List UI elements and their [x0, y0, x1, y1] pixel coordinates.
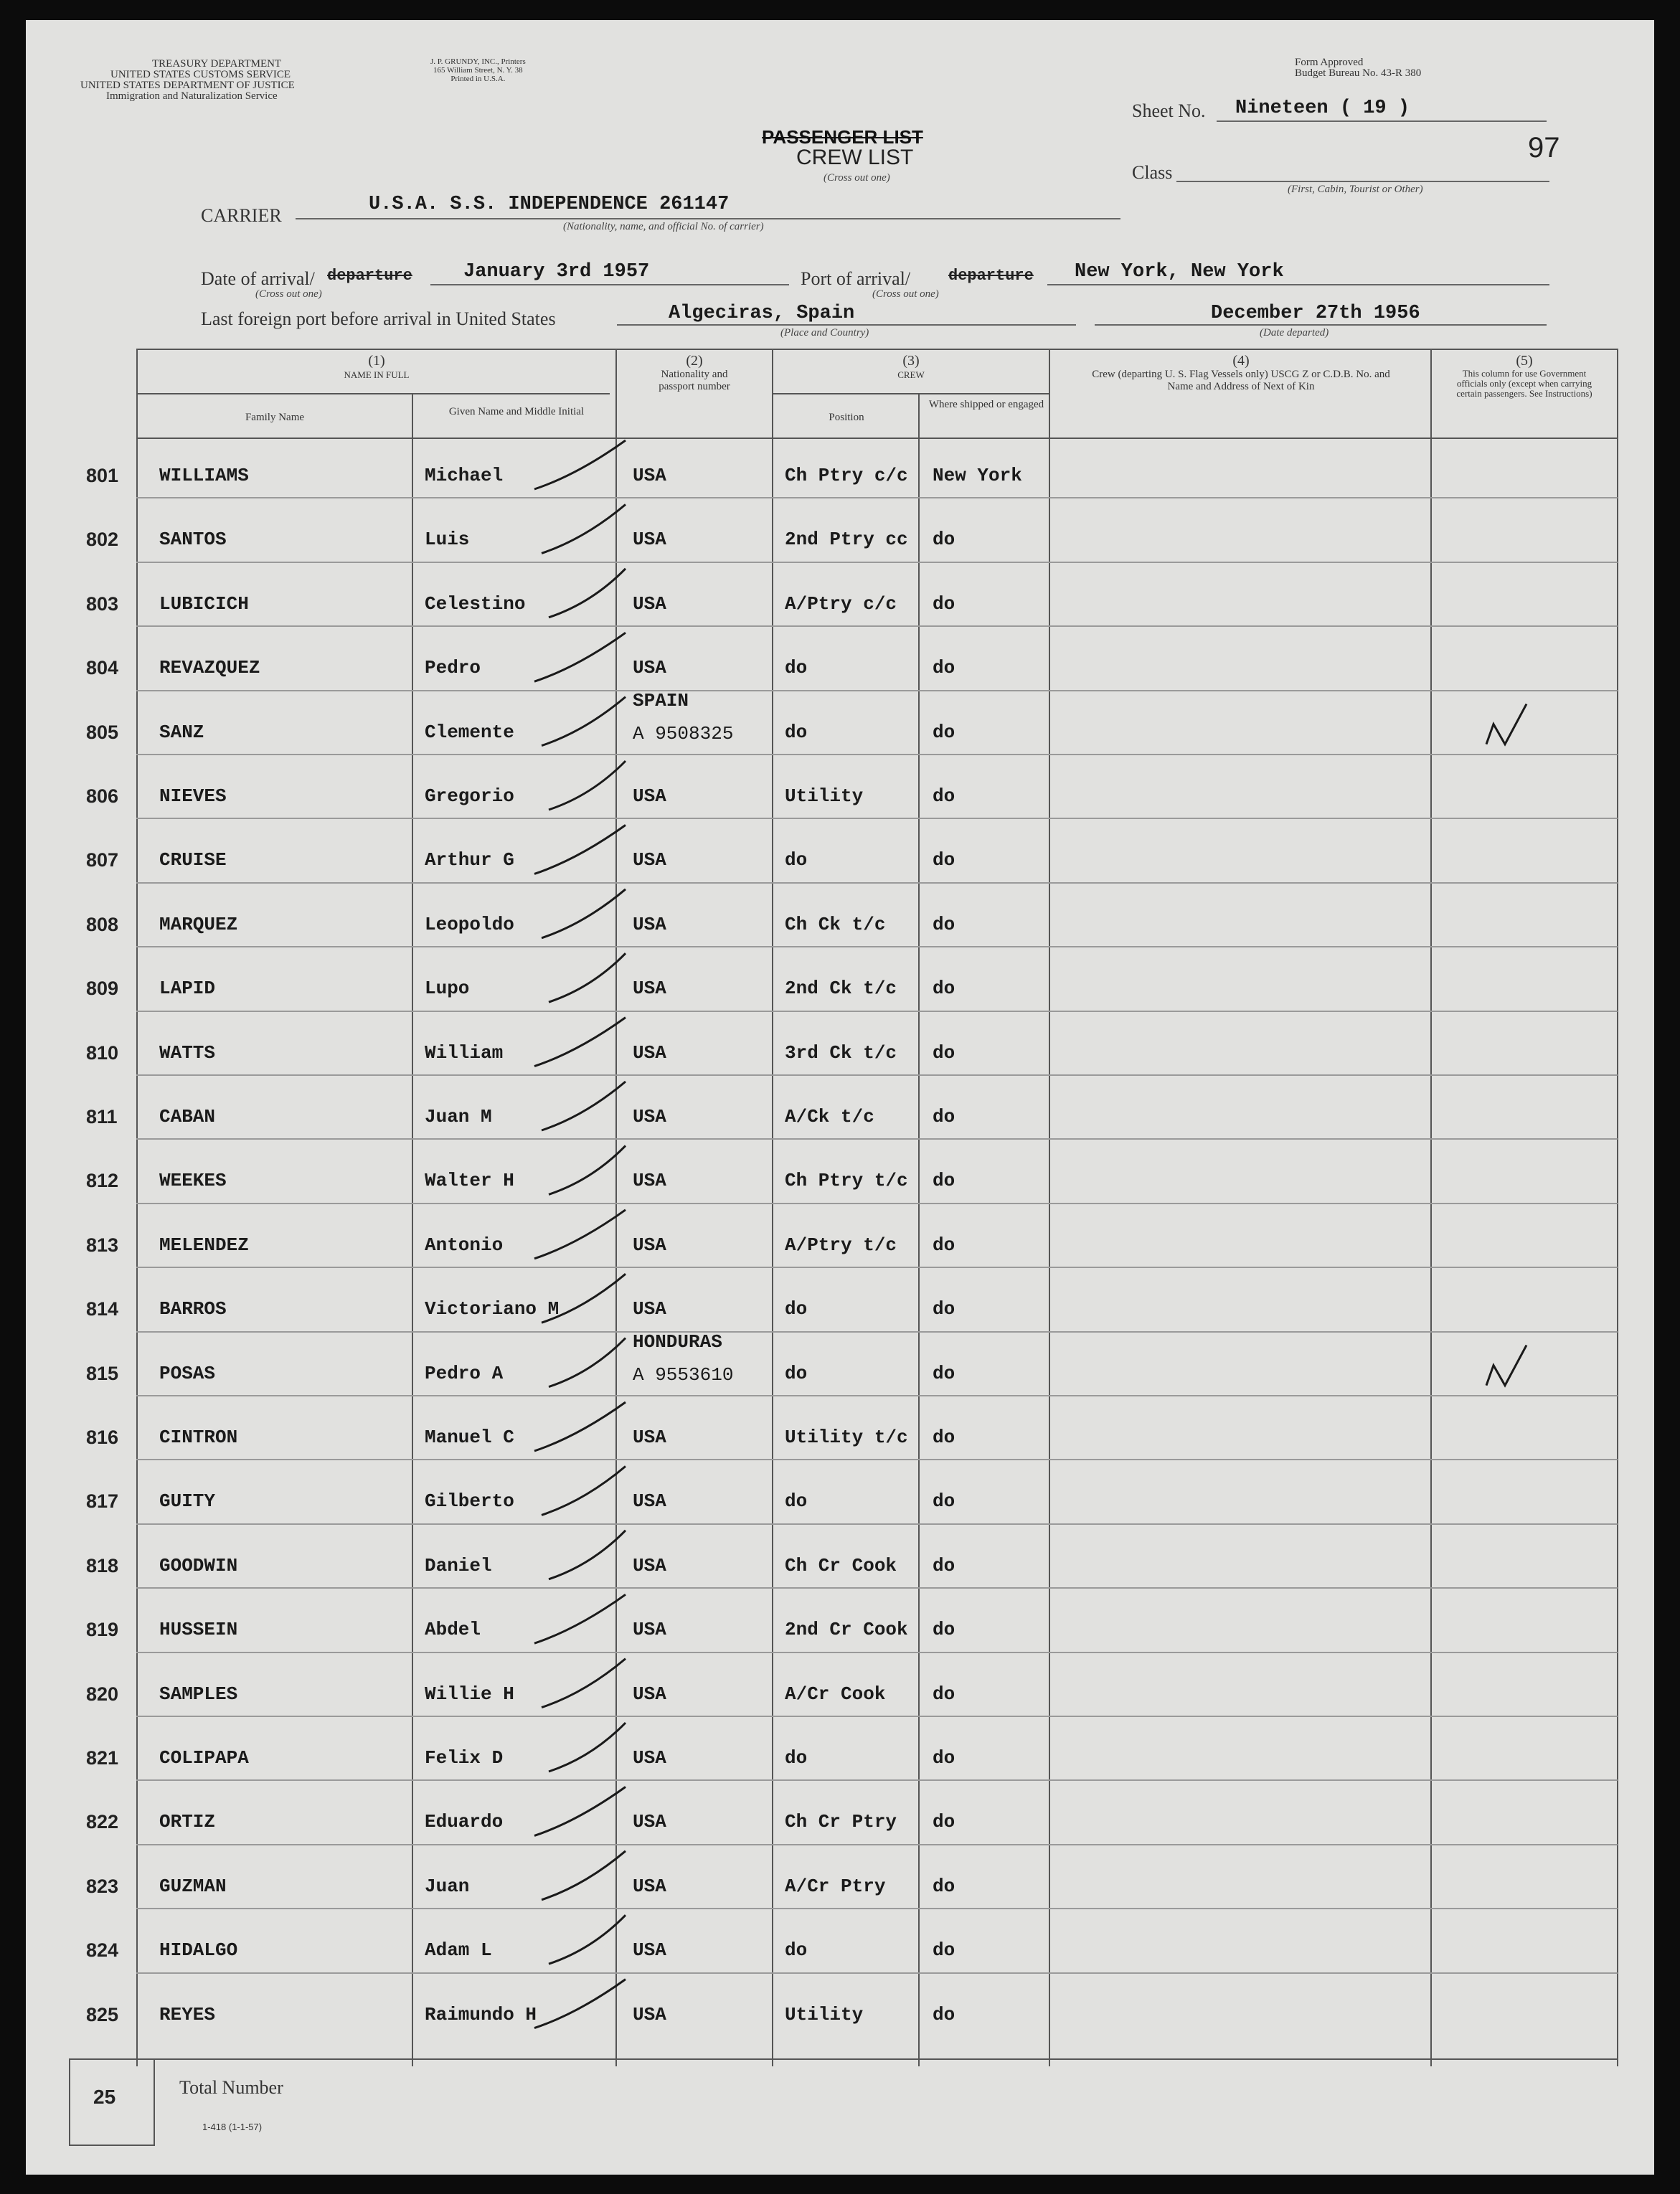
nationality: USA [633, 2003, 666, 2025]
row-number: 817 [86, 1490, 119, 1513]
check-stroke [542, 1851, 626, 1900]
passport-number: A 9508325 [633, 722, 734, 744]
class-label: Class [1132, 162, 1173, 183]
given-name: Michael [425, 465, 504, 486]
position: Ch Cr Cook [785, 1554, 897, 1576]
where-shipped: do [933, 529, 955, 551]
where-shipped: do [933, 1747, 955, 1769]
row-number: 807 [86, 849, 119, 871]
check-stroke [549, 569, 626, 618]
page-number: 97 [1528, 132, 1560, 164]
position: Utility [785, 785, 864, 807]
nationality: USA [633, 657, 666, 679]
check-stroke [549, 761, 626, 810]
row-number: 823 [86, 1875, 119, 1897]
row-number: 804 [86, 657, 119, 679]
where-shipped: do [933, 1683, 955, 1705]
last-port-label: Last foreign port before arrival in United States [201, 308, 556, 329]
table-bottom-rule [69, 2058, 1618, 2060]
budget-bureau-text: Budget Bureau No. 43-R 380 [1295, 67, 1422, 79]
sheet-value: Nineteen ( 19 ) [1235, 98, 1410, 119]
nationality: USA [633, 849, 666, 871]
port-crossed: departure [948, 267, 1034, 285]
position: Utility [785, 2003, 864, 2025]
where-shipped: do [933, 1362, 955, 1384]
check-stroke [549, 1338, 626, 1387]
col1-number: (1) [368, 353, 385, 369]
check-stroke [542, 889, 626, 938]
given-name: Victoriano M [425, 1298, 560, 1320]
check-stroke [534, 633, 626, 681]
family-name: GUITY [159, 1490, 216, 1513]
row-number: 810 [86, 1041, 119, 1064]
agency-line: Immigration and Naturalization Service [106, 90, 278, 102]
where-shipped: do [933, 1041, 955, 1064]
given-name: Gregorio [425, 785, 514, 807]
agency-line: UNITED STATES CUSTOMS SERVICE [110, 69, 291, 80]
title-caption: (Cross out one) [824, 172, 890, 184]
nationality: USA [633, 1875, 666, 1897]
row-number: 812 [86, 1170, 119, 1192]
nationality: USA [633, 1170, 666, 1192]
where-shipped: New York [933, 465, 1022, 486]
position-header: Position [829, 412, 864, 423]
nationality: USA [633, 1234, 666, 1256]
nationality: USA [633, 1619, 666, 1641]
given-name: Lupo [425, 978, 470, 1000]
family-name: HIDALGO [159, 1939, 238, 1962]
family-name: MARQUEZ [159, 913, 238, 935]
family-name: GOODWIN [159, 1554, 238, 1576]
position: Ch Ptry t/c [785, 1170, 908, 1192]
agency-line: UNITED STATES DEPARTMENT OF JUSTICE [80, 80, 295, 91]
position: Ch Ck t/c [785, 913, 886, 935]
given-name: Juan M [425, 1106, 492, 1127]
last-port-caption: (Place and Country) [780, 327, 869, 339]
sheet-label: Sheet No. [1132, 100, 1206, 121]
given-name: William [425, 1041, 504, 1064]
position: A/Cr Cook [785, 1683, 886, 1705]
given-name: Raimundo H [425, 2003, 537, 2025]
official-mark [1486, 1346, 1526, 1386]
position: A/Cr Ptry [785, 1875, 886, 1897]
family-name: WEEKES [159, 1170, 227, 1192]
nationality: HONDURAS [633, 1330, 722, 1353]
nationality: USA [633, 785, 666, 807]
check-stroke [534, 1594, 626, 1643]
position: A/Ck t/c [785, 1106, 874, 1127]
where-shipped: do [933, 913, 955, 935]
given-name: Luis [425, 529, 470, 551]
nationality: USA [633, 1490, 666, 1513]
col5-title: This column for use Government officials only (except when carrying certain passengers. See Instructions) [1456, 368, 1592, 399]
row-number: 822 [86, 1811, 119, 1833]
row-number: 813 [86, 1234, 119, 1256]
title-crossed: PASSENGER LIST [762, 126, 923, 148]
row-number: 809 [86, 978, 119, 1000]
family-name: SAMPLES [159, 1683, 238, 1705]
family-name: COLIPAPA [159, 1747, 249, 1769]
row-number: 801 [86, 465, 119, 486]
total-value: 25 [93, 2086, 116, 2108]
row-number: 805 [86, 721, 119, 743]
position: do [785, 1298, 808, 1320]
given-name: Antonio [425, 1234, 504, 1256]
family-name: LAPID [159, 978, 216, 1000]
check-stroke [549, 953, 626, 1002]
check-stroke [549, 1531, 626, 1579]
date-caption: (Cross out one) [255, 288, 322, 300]
given-name: Gilberto [425, 1490, 514, 1513]
official-mark [1486, 704, 1526, 744]
given-name: Arthur G [425, 849, 514, 871]
where-shipped: do [933, 1939, 955, 1962]
position: do [785, 657, 808, 679]
row-number: 824 [86, 1939, 119, 1962]
nationality: USA [633, 1939, 666, 1962]
family-header: Family Name [245, 412, 305, 423]
position: 2nd Ck t/c [785, 978, 897, 1000]
nationality: USA [633, 529, 666, 551]
check-stroke [549, 1915, 626, 1964]
where-shipped: do [933, 1554, 955, 1576]
check-stroke [542, 1082, 626, 1130]
given-name: Walter H [425, 1170, 514, 1192]
nationality: USA [633, 1298, 666, 1320]
position: do [785, 849, 808, 871]
port-arrival-label: Port of arrival/ [801, 268, 911, 289]
departed-value: December 27th 1956 [1211, 303, 1420, 324]
row-number: 819 [86, 1619, 119, 1641]
nationality: USA [633, 1106, 666, 1127]
nationality: SPAIN [633, 689, 689, 711]
given-name: Eduardo [425, 1811, 504, 1833]
carrier-caption: (Nationality, name, and official No. of carrier) [563, 221, 764, 232]
nationality: USA [633, 913, 666, 935]
family-name: REVAZQUEZ [159, 657, 260, 679]
printer-line: J. P. GRUNDY, INC., Printers [430, 57, 526, 66]
check-stroke [534, 1787, 626, 1835]
class-caption: (First, Cabin, Tourist or Other) [1288, 184, 1423, 195]
col3-title: CREW [897, 369, 925, 380]
family-name: NIEVES [159, 785, 227, 807]
row-number: 811 [86, 1106, 118, 1127]
family-name: MELENDEZ [159, 1234, 249, 1256]
where-shipped: do [933, 785, 955, 807]
where-shipped: do [933, 657, 955, 679]
family-name: CRUISE [159, 849, 227, 871]
shipped-header: Where shipped or engaged [928, 399, 1044, 410]
position: Ch Cr Ptry [785, 1811, 897, 1833]
col5-number: (5) [1516, 353, 1533, 369]
given-header: Given Name and Middle Initial [448, 406, 585, 417]
given-name: Leopoldo [425, 913, 514, 935]
family-name: SANZ [159, 721, 204, 743]
family-name: CABAN [159, 1106, 216, 1127]
form-number: 1-418 (1-1-57) [202, 2122, 263, 2132]
position: 3rd Ck t/c [785, 1041, 897, 1064]
nationality: USA [633, 1747, 666, 1769]
position: do [785, 1939, 808, 1962]
position: Utility t/c [785, 1427, 908, 1448]
port-arrival-value: New York, New York [1075, 261, 1284, 283]
given-name: Pedro [425, 657, 481, 679]
nationality: USA [633, 1811, 666, 1833]
row-number: 814 [86, 1298, 119, 1320]
check-stroke [534, 440, 626, 489]
where-shipped: do [933, 978, 955, 1000]
last-port-value: Algeciras, Spain [669, 303, 855, 324]
date-crossed: departure [327, 267, 412, 285]
col4-number: (4) [1232, 353, 1250, 369]
position: do [785, 1362, 808, 1384]
family-name: WILLIAMS [159, 465, 249, 486]
where-shipped: do [933, 1811, 955, 1833]
row-number: 806 [86, 785, 119, 807]
row-number: 815 [86, 1362, 119, 1384]
family-name: LUBICICH [159, 592, 249, 615]
position: Ch Ptry c/c [785, 465, 908, 486]
given-name: Abdel [425, 1619, 481, 1641]
where-shipped: do [933, 1106, 955, 1127]
given-name: Willie H [425, 1683, 514, 1705]
carrier-value: U.S.A. S.S. INDEPENDENCE 261147 [369, 194, 730, 215]
check-stroke [549, 1723, 626, 1772]
nationality: USA [633, 1683, 666, 1705]
nationality: USA [633, 1041, 666, 1064]
agency-line: TREASURY DEPARTMENT [152, 58, 282, 70]
col2-number: (2) [686, 353, 703, 369]
col1-title: NAME IN FULL [344, 369, 410, 380]
family-name: BARROS [159, 1298, 227, 1320]
given-name: Manuel C [425, 1427, 514, 1448]
where-shipped: do [933, 721, 955, 743]
col4-title: Crew (departing U. S. Flag Vessels only) USCG Z or C.D.B. No. and Name and Address of Next of Kin [1092, 369, 1390, 392]
given-name: Felix D [425, 1747, 504, 1769]
given-name: Clemente [425, 721, 514, 743]
check-stroke [542, 1274, 626, 1323]
check-stroke [534, 1210, 626, 1259]
where-shipped: do [933, 1298, 955, 1320]
row-number: 821 [86, 1747, 119, 1769]
check-stroke [534, 1402, 626, 1451]
family-name: REYES [159, 2003, 216, 2025]
nationality: USA [633, 465, 666, 486]
given-name: Daniel [425, 1554, 492, 1576]
given-name: Juan [425, 1875, 470, 1897]
nationality: USA [633, 1427, 666, 1448]
nationality: USA [633, 1554, 666, 1576]
position: A/Ptry c/c [785, 592, 897, 615]
check-stroke [542, 1659, 626, 1708]
family-name: POSAS [159, 1362, 216, 1384]
row-number: 816 [86, 1427, 119, 1448]
date-arrival-label: Date of arrival/ [201, 268, 315, 289]
passport-number: A 9553610 [633, 1363, 734, 1386]
row-number: 818 [86, 1554, 119, 1576]
where-shipped: do [933, 1234, 955, 1256]
departed-caption: (Date departed) [1260, 327, 1329, 339]
printer-line: Printed in U.S.A. [450, 75, 506, 83]
where-shipped: do [933, 1427, 955, 1448]
where-shipped: do [933, 592, 955, 615]
check-stroke [534, 1980, 626, 2028]
row-number: 802 [86, 529, 119, 551]
port-caption: (Cross out one) [872, 288, 939, 300]
where-shipped: do [933, 1875, 955, 1897]
position: do [785, 1747, 808, 1769]
row-number: 803 [86, 592, 119, 615]
col3-number: (3) [902, 353, 920, 369]
nationality: USA [633, 978, 666, 1000]
family-name: WATTS [159, 1041, 216, 1064]
check-stroke [549, 1145, 626, 1194]
family-name: GUZMAN [159, 1875, 227, 1897]
position: A/Ptry t/c [785, 1234, 897, 1256]
row-number: 808 [86, 913, 119, 935]
form-approved-text: Form Approved [1295, 57, 1364, 68]
row-number: 820 [86, 1683, 119, 1705]
where-shipped: do [933, 2003, 955, 2025]
position: 2nd Cr Cook [785, 1619, 908, 1641]
position: do [785, 721, 808, 743]
date-arrival-value: January 3rd 1957 [463, 261, 650, 283]
printer-line: 165 William Street, N. Y. 38 [433, 66, 523, 75]
given-name: Pedro A [425, 1362, 504, 1384]
nationality: USA [633, 592, 666, 615]
family-name: HUSSEIN [159, 1619, 238, 1641]
family-name: CINTRON [159, 1427, 238, 1448]
where-shipped: do [933, 1490, 955, 1513]
where-shipped: do [933, 1619, 955, 1641]
position: do [785, 1490, 808, 1513]
page-title: CREW LIST [796, 146, 914, 169]
position: 2nd Ptry cc [785, 529, 908, 551]
carrier-label: CARRIER [201, 205, 282, 226]
given-name: Celestino [425, 592, 526, 615]
check-stroke [534, 1018, 626, 1067]
row-number: 825 [86, 2003, 119, 2025]
check-stroke [542, 1466, 626, 1515]
where-shipped: do [933, 1170, 955, 1192]
check-stroke [534, 825, 626, 874]
family-name: ORTIZ [159, 1811, 216, 1833]
check-stroke [542, 697, 626, 746]
given-name: Adam L [425, 1939, 492, 1962]
check-stroke [542, 504, 626, 553]
col2-title: Nationality and passport number [659, 369, 730, 392]
where-shipped: do [933, 849, 955, 871]
family-name: SANTOS [159, 529, 227, 551]
total-label: Total Number [179, 2077, 283, 2098]
